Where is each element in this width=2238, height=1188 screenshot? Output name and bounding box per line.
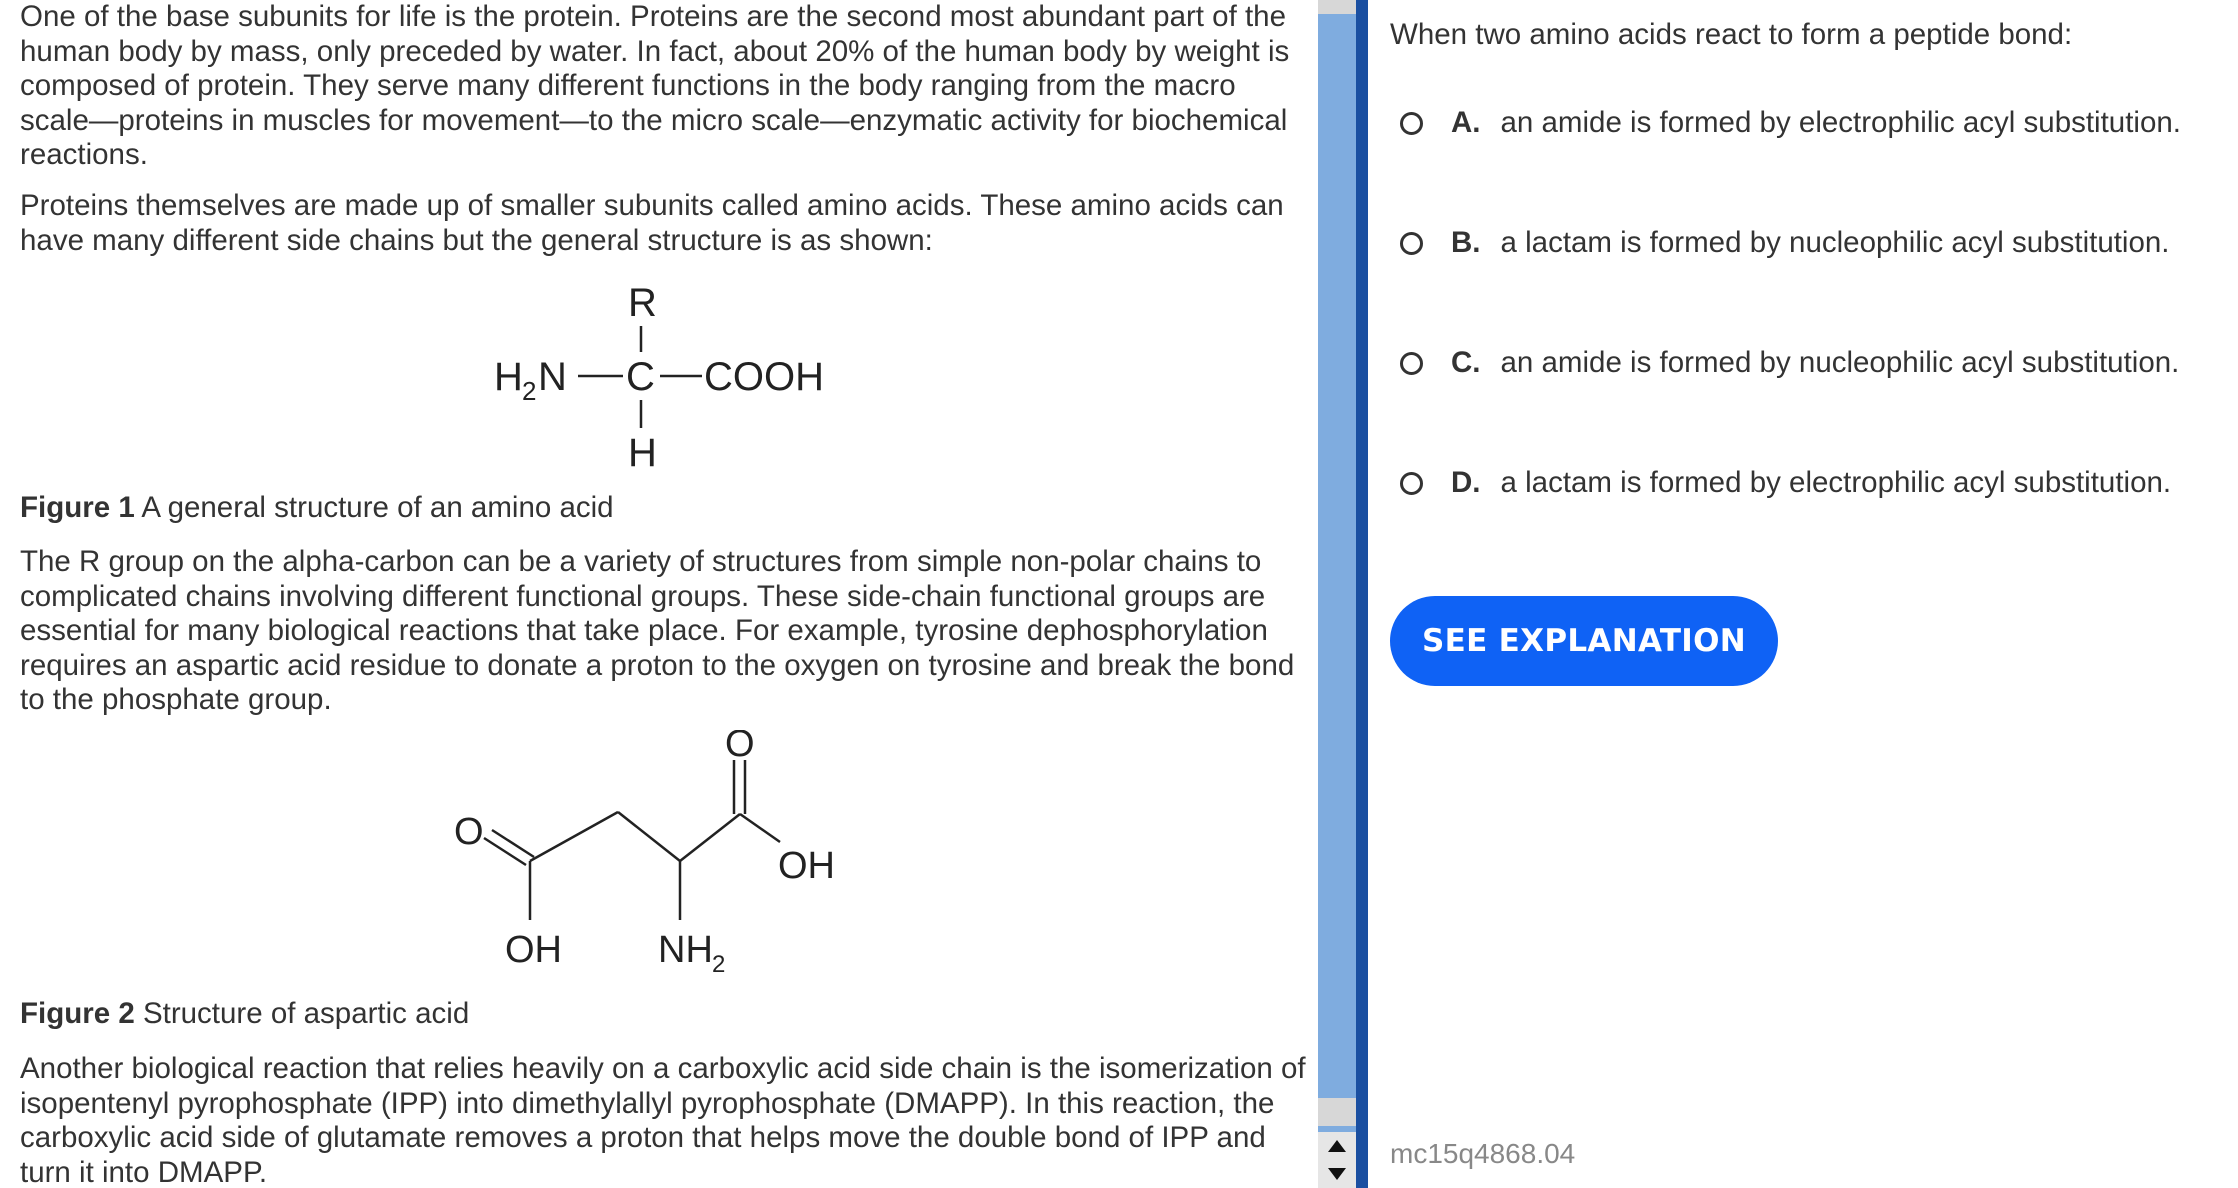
choice-letter: B. — [1451, 226, 1481, 259]
choice-text: an amide is formed by nucleophilic acyl substitution. — [1500, 346, 2180, 379]
choice-letter: C. — [1451, 346, 1481, 379]
scroll-up-button[interactable] — [1318, 1132, 1356, 1160]
see-explanation-button[interactable]: SEE EXPLANATION — [1390, 596, 1778, 686]
choice-d[interactable] — [1400, 466, 2171, 500]
hydroxyl-bottom-label: OH — [505, 929, 562, 971]
scroll-up-arrow-icon — [1327, 1139, 1347, 1153]
radio-icon[interactable] — [1400, 472, 1423, 495]
passage-scrollbar[interactable] — [1318, 0, 1356, 1188]
scroll-down-button[interactable] — [1318, 1160, 1356, 1188]
question-stem: When two amino acids react to form a peptide bond: — [1390, 18, 2073, 51]
hydroxyl-right-label: OH — [778, 845, 835, 887]
scrollbar-top-cap — [1318, 0, 1356, 14]
hydrogen-label: H — [628, 431, 657, 472]
amine-n-label: N — [538, 355, 567, 399]
choice-text: a lactam is formed by nucleophilic acyl substitution. — [1500, 226, 2170, 259]
scrollbar-thumb-end[interactable] — [1318, 1098, 1356, 1126]
choice-c[interactable] — [1400, 346, 2179, 380]
choice-text: an amide is formed by electrophilic acyl substitution. — [1500, 106, 2181, 139]
figure-2-caption-text: Structure of aspartic acid — [134, 997, 470, 1030]
passage-paragraph-2: Proteins themselves are made up of smaller subunits called amino acids. These amino acids can have many different side chains but the general structure is as shown: — [20, 189, 1284, 257]
figure-1-caption-label: Figure 1 — [20, 491, 135, 524]
question-pane — [1368, 0, 2238, 1188]
amine-subscript: 2 — [522, 376, 537, 406]
alpha-carbon-label: C — [626, 355, 655, 399]
radio-icon[interactable] — [1400, 232, 1423, 255]
oxygen-top-label: O — [725, 730, 755, 765]
item-id: mc15q4868.04 — [1390, 1138, 1576, 1169]
amine-nh-subscript: 2 — [712, 951, 726, 978]
figure-1-caption-text: A general structure of an amino acid — [134, 491, 614, 524]
r-group-label: R — [628, 281, 657, 325]
carboxyl-label: COOH — [704, 355, 824, 399]
scroll-down-arrow-icon — [1327, 1167, 1347, 1181]
pane-divider[interactable] — [1356, 0, 1368, 1188]
figure-2-caption — [20, 997, 469, 1032]
choice-letter: A. — [1451, 106, 1481, 139]
choice-a[interactable] — [1400, 106, 2181, 140]
radio-icon[interactable] — [1400, 112, 1423, 135]
figure-2-caption-label: Figure 2 — [20, 997, 135, 1030]
figure-2-aspartic-acid-structure — [440, 730, 900, 980]
figure-1-caption — [20, 491, 614, 526]
amine-h-label: H — [494, 355, 523, 399]
radio-icon[interactable] — [1400, 352, 1423, 375]
amine-nh-label: NH — [658, 929, 713, 971]
passage-paragraph-1: One of the base subunits for life is the protein. Proteins are the second most abundant part of the human body by mass, only preceded by water. In fact, about 20% of the human body by weight is composed of protein. They serve many different functions in the body ranging from the macro scale—proteins in muscles for movement—to the micro scale—enzymatic activity for biochemical reactions. — [20, 0, 1290, 171]
choice-text: a lactam is formed by electrophilic acyl substitution. — [1500, 466, 2172, 499]
choice-letter: D. — [1451, 466, 1481, 499]
choice-b[interactable] — [1400, 226, 2169, 260]
figure-1-amino-acid-structure — [480, 272, 900, 472]
oxygen-left-label: O — [454, 811, 484, 853]
passage-paragraph-3: The R group on the alpha-carbon can be a variety of structures from simple non-polar chains to complicated chains involving different functional groups. These side-chain functional groups are essential for many biological reactions that take place. For example, tyrosine dephosphorylation requires an aspartic acid residue to donate a proton to the oxygen on tyrosine and break the bond to the phosphate group. — [20, 545, 1295, 716]
passage-paragraph-4: Another biological reaction that relies heavily on a carboxylic acid side chain is the isomerization of isopentenyl pyrophosphate (IPP) into dimethylallyl pyrophosphate (DMAPP). In this reaction, the carboxylic acid side of glutamate removes a proton that helps move the double bond of IPP and turn it into DMAPP. — [20, 1052, 1306, 1188]
